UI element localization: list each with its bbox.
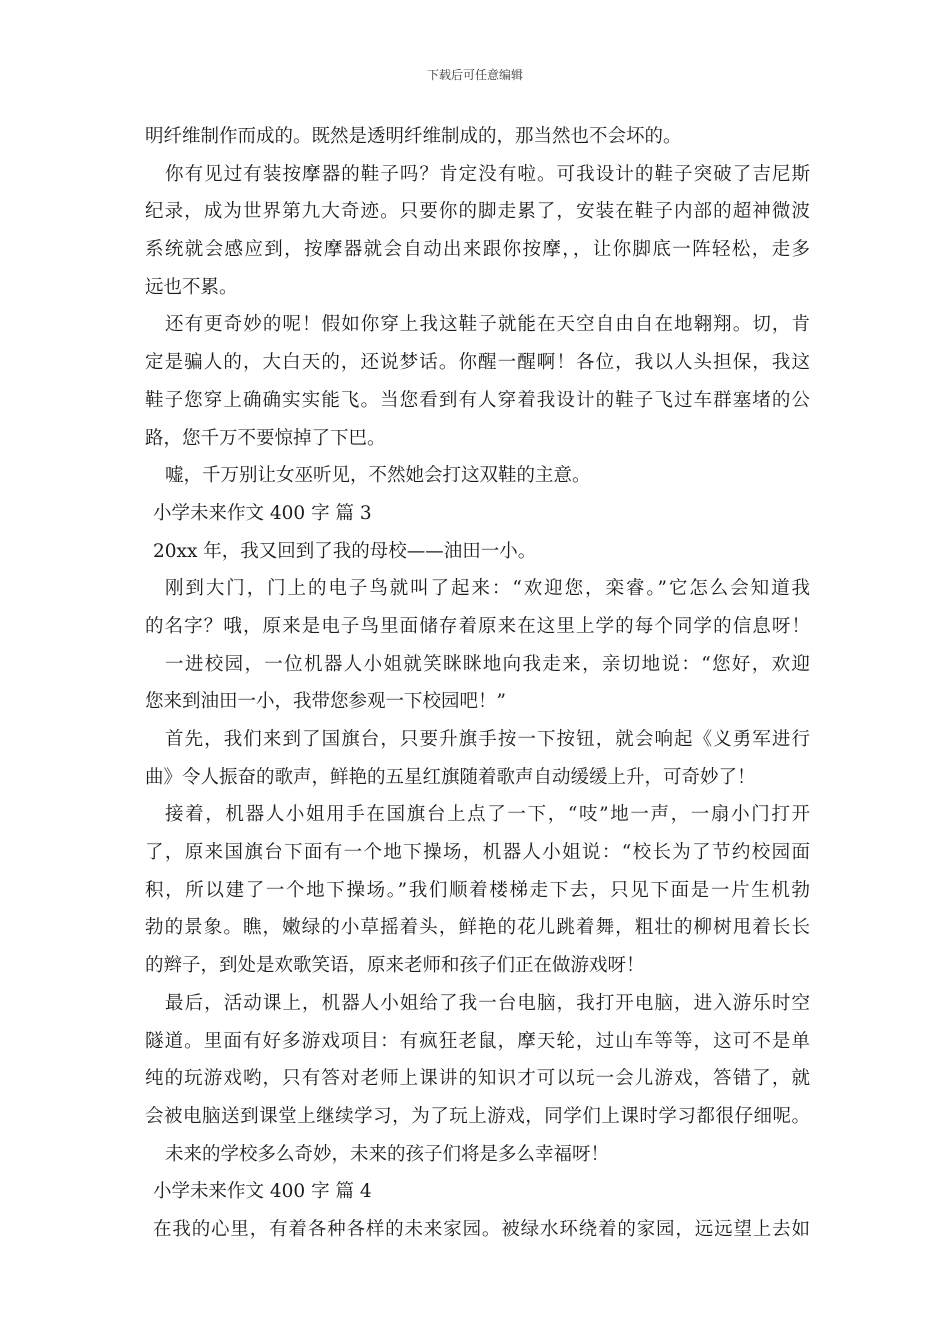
text-line: 明纤维制作而成的。既然是透明纤维制成的，那当然也不会坏的。 [145,126,682,147]
text-line: 隧道。里面有好多游戏项目：有疯狂老鼠，摩天轮，过山车等等，这可不是单 [145,1030,810,1052]
text-line: 未来的学校多么奇妙，未来的孩子们将是多么幸福呀！ [165,1143,610,1165]
text-line: 小学未来作文 400 字 篇 4 [153,1181,372,1203]
page-header: 下载后可任意编辑 [426,68,523,82]
text-line: 最后，活动课上，机器人小姐给了我一台电脑，我打开电脑，进入游乐时空 [165,992,810,1014]
text-line: 还有更奇妙的呢！假如你穿上我这鞋子就能在天空自由自在地翱翔。切，肯 [165,314,810,336]
text-line: 系统就会感应到，按摩器就会自动出来跟你按摩，，让你脚底一阵轻松，走多 [145,239,810,261]
text-line: 鞋子您穿上确确实实能飞。当您看到有人穿着我设计的鞋子飞过车群塞堵的公 [145,389,810,411]
document-body [145,118,810,1249]
text-line: 纯的玩游戏哟，只有答对老师上课讲的知识才可以玩一会儿游戏，答错了，就 [145,1068,810,1090]
text-line: 远也不累。 [145,276,238,298]
text-line: 在我的心里，有着各种各样的未来家园。被绿水环绕着的家园，远远望上去如 [153,1218,810,1240]
text-line: 勃的景象。瞧，嫩绿的小草摇着头，鲜艳的花儿跳着舞，粗壮的柳树甩着长长 [145,917,810,939]
text-line: 首先，我们来到了国旗台，只要升旗手按一下按钮，就会响起《义勇军进行 [165,729,810,750]
text-line: 路，您千万不要惊掉了下巴。 [145,427,386,449]
text-line: 20xx 年，我又回到了我的母校——油田一小。 [153,540,537,562]
text-line: 你有见过有装按摩器的鞋子吗？肯定没有啦。可我设计的鞋子突破了吉尼斯 [165,163,810,185]
text-line: 接着，机器人小姐用手在国旗台上点了一下，“吱”地一声，一扇小门打开 [165,804,810,826]
text-line: 您来到油田一小，我带您参观一下校园吧！” [145,691,506,713]
text-line: 一进校园，一位机器人小姐就笑眯眯地向我走来，亲切地说：“您好，欢迎 [165,653,810,675]
text-line: 的名字？哦，原来是电子鸟里面储存着原来在这里上学的每个同学的信息呀！ [145,615,810,637]
text-line: 了，原来国旗台下面有一个地下操场，机器人小姐说：“校长为了节约校园面 [145,842,810,864]
text-line: 积，所以建了一个地下操场。”我们顺着楼梯走下去，只见下面是一片生机勃 [145,879,810,901]
text-line: 会被电脑送到课堂上继续学习，为了玩上游戏，同学们上课时学习都很仔细呢。 [145,1105,810,1127]
text-line: 小学未来作文 400 字 篇 3 [153,502,372,524]
text-line: 曲》令人振奋的歌声，鲜艳的五星红旗随着歌声自动缓缓上升，可奇妙了！ [145,766,756,788]
text-line: 纪录，成为世界第九大奇迹。只要你的脚走累了，安装在鞋子内部的超神微波 [145,201,810,223]
text-line: 嘘，千万别让女巫听见，不然她会打这双鞋的主意。 [165,465,591,487]
text-line: 刚到大门，门上的电子鸟就叫了起来：“欢迎您，栾睿。”它怎么会知道我 [165,578,810,600]
text-line: 的辫子，到处是欢歌笑语，原来老师和孩子们正在做游戏呀！ [145,955,645,977]
text-line: 定是骗人的，大白天的，还说梦话。你醒一醒啊！各位，我以人头担保，我这 [145,352,810,374]
